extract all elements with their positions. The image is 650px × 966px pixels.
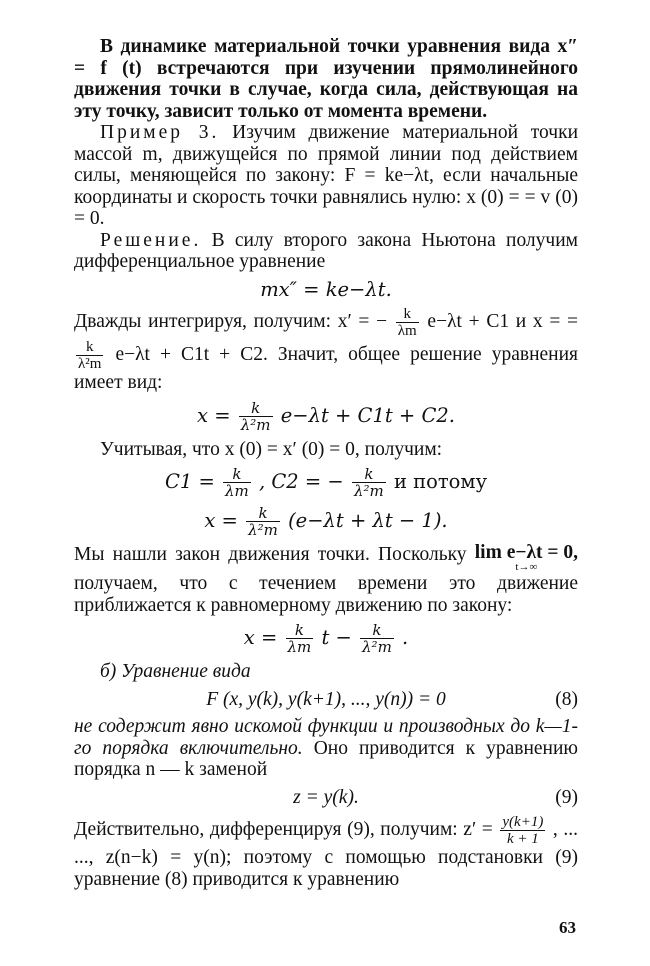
solution-paragraph (74, 230, 578, 273)
conditions-text: Учитывая, что x (0) = x′ (0) = 0, получим: (100, 438, 443, 460)
integration-paragraph (74, 306, 578, 394)
equation-uniform-motion: x = $\frac{k}{\lambda m}$ t − $\frac{k}{\text{λ²m}}$ . (243, 621, 409, 656)
final-paragraph: Действительно, дифференцируя (9), получим: z′ = $\frac{y(k+1)}{k + 1}$ , ... ..., z(n−k) = y(n); поэтому с помощью подстановки (9) уравнение (8) приводится к уравнению (74, 814, 579, 890)
equation-general-solution: x = $\frac{k}{\text{λ²m}}$ e−λt + C1t + C2. (197, 398, 455, 434)
limit-expression: lim e−λt = 0, t→∞ (474, 542, 579, 573)
integration-text-a: Дважды интегрируя, получим: x′ = − (74, 310, 388, 332)
example-paragraph (74, 122, 578, 230)
fraction-k-lambda-m: $\frac{k}{\lambda m}$ (397, 306, 417, 339)
equation-constants: C1 = $\frac{k}{\lambda m}$ , C2 = − $\frac{k}{\text{λ²m}}$ и потому (164, 465, 488, 500)
equation-particular-solution: x = $\frac{k}{\text{λ²m}}$ (e−λt + λt − 1). (204, 504, 448, 539)
example-text: Изучим движение материальной точки массой m, движущейся по прямой линии под действием силы, меняющейся по закону: F = ke−λt, если начальные координаты и скорость точки равнялись нулю: x (0) = = v (0) = 0. (74, 122, 578, 229)
integration-text-d: e−λt + C1t + C2. Значит, общее решение уравнения имеет вид: (74, 343, 579, 393)
fraction-k-lambda2-m: $\frac{k}{\text{λ²m}}$ (78, 339, 102, 372)
equation-9: z = y(k). (9) (293, 786, 578, 808)
law-paragraph: Мы нашли закон движения точки. Поскольку lim e−λt = 0, t→∞ получаем, что с течением времени это движение приближается к равномерному движению по закону: (74, 542, 579, 616)
solution-text: В силу второго закона Ньютона получим дифференциальное уравнение (74, 229, 578, 272)
equation-newton: mx″ = ke−λt. (260, 277, 392, 301)
example-label: Пример 3. (100, 122, 220, 143)
page-number: 63 (559, 918, 576, 937)
equation-8: F (x, y(k), y(k+1), ..., y(n)) = 0 (8) (206, 688, 578, 710)
fraction-derivative: $\frac{y(k+1)}{k + 1}$ (502, 814, 544, 847)
section-b-paragraph: не содержит явно искомой функции и производных до k—1-го порядка включительно. Оно приводится к уравнению порядка n — k заменой (74, 716, 579, 780)
section-b-heading: б) Уравнение вида (100, 661, 251, 682)
intro-paragraph: В динамике материальной точки уравнения вида x″ = f (t) встречаются при изучении прямолинейного движения точки в случае, когда сила, действующая на эту точку, зависит только от момента времени. (74, 36, 578, 122)
integration-text-c: = (567, 310, 579, 332)
solution-label: Решение. (100, 229, 202, 251)
integration-text-b: e−λt + C1 и x = (427, 310, 561, 332)
page-text (74, 36, 578, 890)
